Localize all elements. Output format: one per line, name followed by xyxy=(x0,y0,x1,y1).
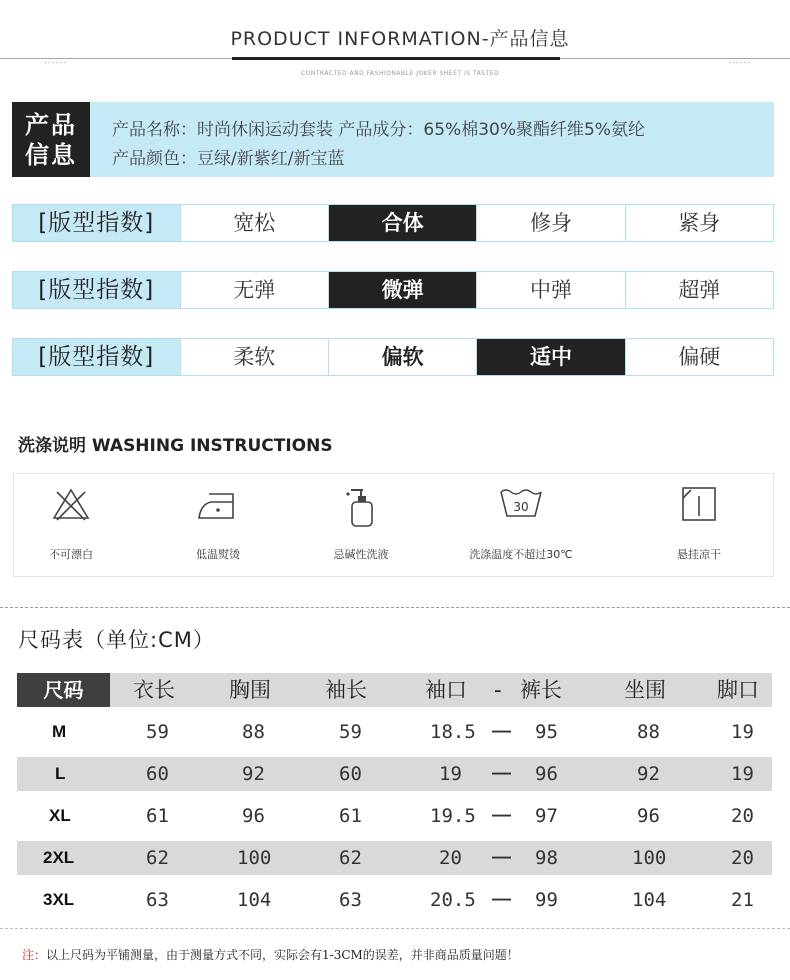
size-header-chest: 胸围 xyxy=(229,678,271,702)
detergent-bottle-icon xyxy=(341,486,381,528)
product-info-tag-line2: 信息 xyxy=(25,141,77,169)
table-row xyxy=(17,883,772,917)
wash-label-detergent: 忌碱性洗液 xyxy=(333,548,389,561)
cell-pants-length: 97 xyxy=(535,805,558,827)
page-subtitle: CONTRACTED AND FASHIONABLE JOKER SHEET IS TASTED xyxy=(300,70,500,77)
page-title: PRODUCT INFORMATION-产品信息 xyxy=(230,28,570,50)
cell-sleeve: 60 xyxy=(339,763,362,785)
cell-size: M xyxy=(52,722,67,741)
table-row xyxy=(17,715,772,749)
cell-chest: 92 xyxy=(242,763,265,785)
wash-temp-text: 30 xyxy=(513,500,529,514)
cell-length: 61 xyxy=(146,805,169,827)
cell-cuff: 20 xyxy=(439,847,462,869)
wash-item-30-degrees xyxy=(446,474,596,578)
wash-item-detergent xyxy=(286,474,436,578)
cell-hip: 96 xyxy=(637,805,660,827)
cell-leg-opening: 19 xyxy=(731,721,754,743)
cell-hip: 104 xyxy=(632,889,667,911)
softness-option-fairly-hard: 偏硬 xyxy=(625,339,773,375)
size-header-separator: - xyxy=(494,678,502,702)
product-info-tag xyxy=(12,102,90,177)
header-underline xyxy=(232,57,560,60)
no-bleach-icon xyxy=(51,486,91,522)
fit-option-tight: 紧身 xyxy=(625,205,773,241)
stretch-option-slight-selected: 微弹 xyxy=(328,272,476,308)
footer-divider xyxy=(0,928,790,929)
softness-option-fairly-soft: 偏软 xyxy=(328,339,476,375)
cell-sleeve: 62 xyxy=(339,847,362,869)
cell-pants-length: 96 xyxy=(535,763,558,785)
cell-sleeve: 63 xyxy=(339,889,362,911)
header-rule-right xyxy=(560,58,790,59)
size-header-pants-length: 裤长 xyxy=(520,678,562,702)
cell-length: 59 xyxy=(146,721,169,743)
washing-box xyxy=(13,473,774,577)
wash-label-30-degrees: 洗涤温度不超过30℃ xyxy=(469,548,573,561)
wash-label-no-bleach: 不可漂白 xyxy=(49,548,93,561)
cell-separator: — xyxy=(492,889,511,910)
softness-option-soft: 柔软 xyxy=(180,339,328,375)
fit-index-label: [版型指数] xyxy=(13,205,180,241)
cell-separator: — xyxy=(492,721,511,742)
wash-item-low-iron xyxy=(143,474,293,578)
hang-dry-icon xyxy=(679,486,719,526)
size-header-cuff: 袖口 xyxy=(425,678,467,702)
cell-sleeve: 59 xyxy=(339,721,362,743)
cell-cuff: 20.5 xyxy=(430,889,476,911)
header-rule-left xyxy=(0,58,232,59)
cell-size: 2XL xyxy=(43,848,75,867)
cell-size: L xyxy=(55,764,66,783)
size-header-leg-opening: 脚口 xyxy=(717,678,759,702)
size-note xyxy=(22,946,519,963)
softness-index-label: [版型指数] xyxy=(13,339,180,375)
cell-length: 63 xyxy=(146,889,169,911)
cell-cuff: 19 xyxy=(439,763,462,785)
cell-separator: — xyxy=(492,847,511,868)
cell-size: 3XL xyxy=(43,890,75,909)
washing-title: 洗涤说明 WASHING INSTRUCTIONS xyxy=(18,436,333,456)
cell-leg-opening: 20 xyxy=(731,805,754,827)
cell-hip: 88 xyxy=(637,721,660,743)
cell-leg-opening: 20 xyxy=(731,847,754,869)
fit-option-regular-selected: 合体 xyxy=(328,205,476,241)
cell-size: XL xyxy=(49,806,71,825)
wash-label-low-iron: 低温熨烫 xyxy=(196,548,240,561)
cell-separator: — xyxy=(492,805,511,826)
cell-length: 62 xyxy=(146,847,169,869)
stretch-option-medium: 中弹 xyxy=(476,272,624,308)
section-divider xyxy=(0,607,790,608)
stretch-index-row xyxy=(12,271,774,309)
cell-pants-length: 95 xyxy=(535,721,558,743)
wash-item-hang-dry xyxy=(624,474,774,578)
cell-separator: — xyxy=(492,763,511,784)
size-header-hip: 坐围 xyxy=(624,678,666,702)
cell-chest: 96 xyxy=(242,805,265,827)
softness-option-moderate-selected: 适中 xyxy=(476,339,624,375)
product-colors: 产品颜色：豆绿/新紫红/新宝蓝 xyxy=(112,149,345,169)
cell-chest: 88 xyxy=(242,721,265,743)
cell-chest: 100 xyxy=(237,847,272,869)
size-header-sleeve: 袖长 xyxy=(325,678,367,702)
wash-item-no-bleach xyxy=(0,474,146,578)
size-header-length: 衣长 xyxy=(133,678,175,702)
cell-leg-opening: 21 xyxy=(731,889,754,911)
stretch-option-super: 超弹 xyxy=(625,272,773,308)
header-dots-right: ...... xyxy=(728,56,752,66)
table-row xyxy=(17,757,772,791)
size-note-prefix: 注： xyxy=(22,948,47,962)
product-info-box xyxy=(12,102,774,177)
cell-cuff: 18.5 xyxy=(430,721,476,743)
size-table-title: 尺码表（单位:CM） xyxy=(18,628,215,652)
size-note-text: 以上尺码为平铺测量，由于测量方式不同，实际会有1-3CM的误差，并非商品质量问题！ xyxy=(46,948,519,962)
softness-index-row xyxy=(12,338,774,376)
header-dots-left: ...... xyxy=(44,56,68,66)
table-row xyxy=(17,841,772,875)
cell-pants-length: 99 xyxy=(535,889,558,911)
stretch-index-label: [版型指数] xyxy=(13,272,180,308)
fit-option-slim: 修身 xyxy=(476,205,624,241)
cell-hip: 100 xyxy=(632,847,667,869)
cell-hip: 92 xyxy=(637,763,660,785)
stretch-option-none: 无弹 xyxy=(180,272,328,308)
wash-30-icon xyxy=(498,486,544,520)
wash-label-hang-dry: 悬挂凉干 xyxy=(677,548,721,561)
fit-index-row xyxy=(12,204,774,242)
table-row xyxy=(17,799,772,833)
cell-sleeve: 61 xyxy=(339,805,362,827)
cell-leg-opening: 19 xyxy=(731,763,754,785)
product-info-tag-line1: 产品 xyxy=(25,111,77,139)
fit-option-loose: 宽松 xyxy=(180,205,328,241)
size-header-size: 尺码 xyxy=(17,673,110,707)
low-iron-icon xyxy=(195,486,241,522)
product-name-composition: 产品名称：时尚休闲运动套装 产品成分：65%棉30%聚酯纤维5%氨纶 xyxy=(112,120,645,140)
cell-cuff: 19.5 xyxy=(430,805,476,827)
cell-pants-length: 98 xyxy=(535,847,558,869)
cell-length: 60 xyxy=(146,763,169,785)
cell-chest: 104 xyxy=(237,889,272,911)
